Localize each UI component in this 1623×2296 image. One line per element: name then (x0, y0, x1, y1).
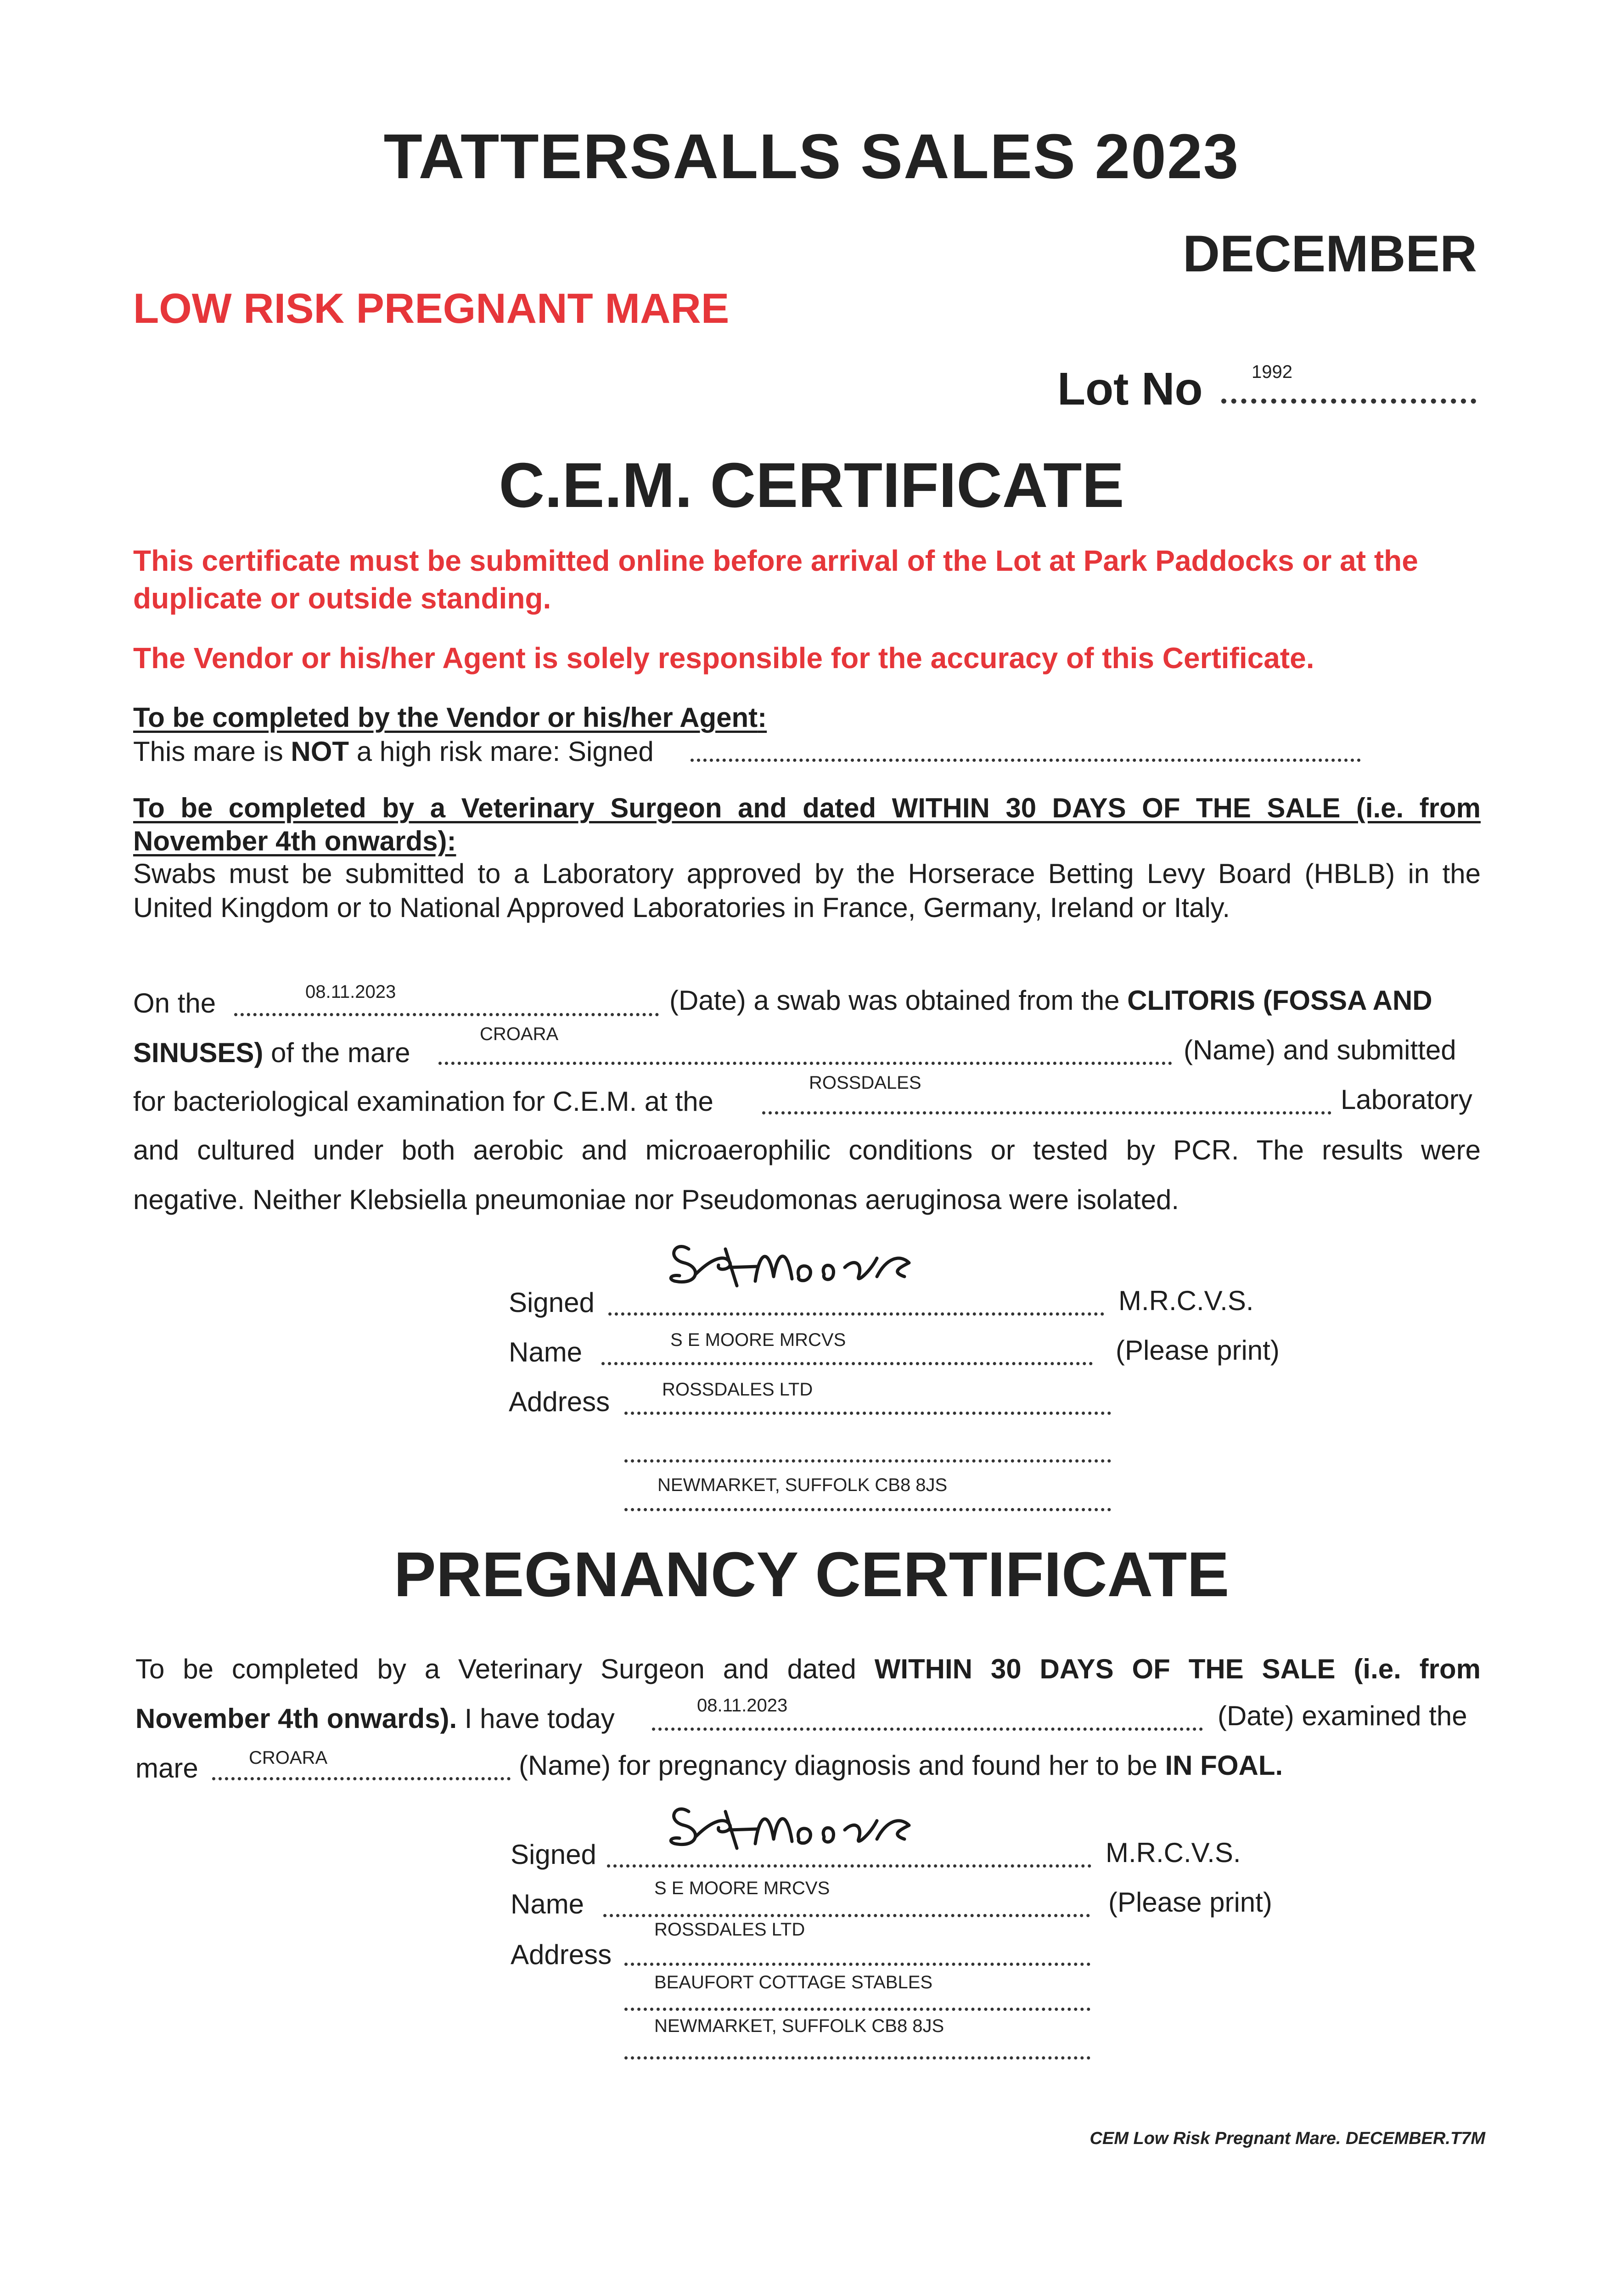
cem-vet-signature (661, 1231, 918, 1295)
pregnancy-vet-name-value: S E MOORE MRCVS (654, 1878, 830, 1898)
pregnancy-please-print: (Please print) (1108, 1887, 1272, 1918)
pregnancy-title: PREGNANCY CERTIFICATE (393, 1539, 1230, 1610)
pregnancy-address-field-1[interactable] (624, 1963, 1090, 1966)
cem-address-field-3[interactable] (624, 1508, 1111, 1511)
sale-month: DECEMBER (1183, 225, 1477, 282)
pregnancy-date-field[interactable] (652, 1728, 1203, 1731)
cem-mrcvs-label: M.R.C.V.S. (1118, 1285, 1254, 1316)
cem-name-label: Name (509, 1337, 583, 1367)
cem-vet-name-value: S E MOORE MRCVS (670, 1330, 846, 1350)
pregnancy-address-field-3[interactable] (624, 2056, 1090, 2060)
swab-instructions-line2: United Kingdom or to National Approved Laboratories in France, Germany, Ireland or Italy. (133, 892, 1230, 923)
pregnancy-name-label: Name (511, 1889, 584, 1919)
mare-label: SINUSES) of the mare (133, 1037, 410, 1068)
cem-signature-field[interactable] (608, 1312, 1104, 1316)
pregnancy-date-value: 08.11.2023 (697, 1695, 788, 1716)
pregnancy-address-line1-value: ROSSDALES LTD (654, 1919, 805, 1940)
name-submitted-text: (Name) and submitted (1184, 1035, 1456, 1065)
pregnancy-address-line3-value: NEWMARKET, SUFFOLK CB8 8JS (654, 2016, 944, 2036)
pregnancy-result-text: (Name) for pregnancy diagnosis and found her to be IN FOAL. (519, 1750, 1283, 1781)
pregnancy-instructions-line1: To be completed by a Veterinary Surgeon and dated WITHIN 30 DAYS OF THE SALE (i.e. from (135, 1654, 1481, 1684)
cem-address-line1-value: ROSSDALES LTD (662, 1379, 813, 1400)
pregnancy-mrcvs-label: M.R.C.V.S. (1106, 1837, 1241, 1868)
bacteriological-text: for bacteriological examination for C.E.M. at the (133, 1086, 713, 1117)
on-the-label: On the (133, 988, 216, 1019)
pregnancy-instructions-line2: November 4th onwards). I have today (135, 1703, 615, 1734)
cem-address-field-2[interactable] (624, 1459, 1111, 1463)
cem-address-label: Address (509, 1386, 610, 1417)
pregnancy-date-suffix: (Date) examined the (1218, 1700, 1467, 1731)
sales-title: TATTERSALLS SALES 2023 (383, 121, 1240, 192)
cem-please-print: (Please print) (1116, 1335, 1280, 1366)
vet-section-heading: To be completed by a Veterinary Surgeon and dated WITHIN 30 DAYS OF THE SALE (i.e. from November 4th onwards): (133, 793, 1481, 856)
lot-no-label: Lot No (1057, 363, 1203, 415)
form-reference: CEM Low Risk Pregnant Mare. DECEMBER.T7M (1089, 2129, 1485, 2148)
pregnancy-mare-label: mare (135, 1753, 198, 1784)
pregnancy-signed-label: Signed (511, 1839, 596, 1870)
pregnancy-vet-name-field[interactable] (603, 1914, 1090, 1917)
culture-results-text: and cultured under both aerobic and microaerophilic conditions or tested by PCR. The results were (133, 1135, 1481, 1165)
cem-mare-name-field[interactable] (438, 1062, 1172, 1065)
cem-notice-submission: This certificate must be submitted online before arrival of the Lot at Park Paddocks or at the duplicate or outside standing. (133, 544, 1418, 615)
swab-date-field[interactable] (234, 1013, 659, 1016)
lot-no-dots (1221, 399, 1476, 404)
cem-title: C.E.M. CERTIFICATE (499, 450, 1124, 521)
vendor-section-heading: To be completed by the Vendor or his/her Agent: (133, 702, 767, 733)
swab-instructions-line1: Swabs must be submitted to a Laboratory approved by the Horserace Betting Levy Board (HBLB) in the (133, 858, 1481, 889)
vendor-signature-field[interactable] (691, 759, 1361, 762)
pregnancy-vet-signature (661, 1791, 918, 1860)
cem-address-field-1[interactable] (624, 1412, 1111, 1415)
cem-notice-responsibility: The Vendor or his/her Agent is solely responsible for the accuracy of this Certificate. (133, 642, 1314, 675)
swab-site-text: (Date) a swab was obtained from the CLITORIS (FOSSA AND (669, 985, 1432, 1016)
laboratory-field[interactable] (762, 1111, 1331, 1114)
pregnancy-mare-name-value: CROARA (249, 1748, 328, 1768)
pregnancy-mare-name-field[interactable] (212, 1777, 511, 1780)
swab-date-value: 08.11.2023 (305, 982, 396, 1002)
pregnancy-address-label: Address (511, 1939, 612, 1970)
pregnancy-address-field-2[interactable] (624, 2008, 1090, 2011)
pregnancy-signature-field[interactable] (607, 1864, 1091, 1868)
laboratory-label: Laboratory (1341, 1084, 1472, 1115)
cem-signed-label: Signed (509, 1287, 595, 1318)
vendor-declaration: This mare is NOT a high risk mare: Signed (133, 736, 654, 767)
cem-mare-name-value: CROARA (480, 1024, 559, 1044)
mare-category: LOW RISK PREGNANT MARE (133, 285, 730, 332)
lot-no-value: 1992 (1252, 362, 1292, 382)
laboratory-value: ROSSDALES (809, 1073, 921, 1093)
cem-address-line3-value: NEWMARKET, SUFFOLK CB8 8JS (657, 1475, 948, 1495)
cem-vet-name-field[interactable] (601, 1362, 1093, 1365)
pregnancy-address-line2-value: BEAUFORT COTTAGE STABLES (654, 1972, 933, 1992)
isolation-results-text: negative. Neither Klebsiella pneumoniae nor Pseudomonas aeruginosa were isolated. (133, 1184, 1179, 1215)
